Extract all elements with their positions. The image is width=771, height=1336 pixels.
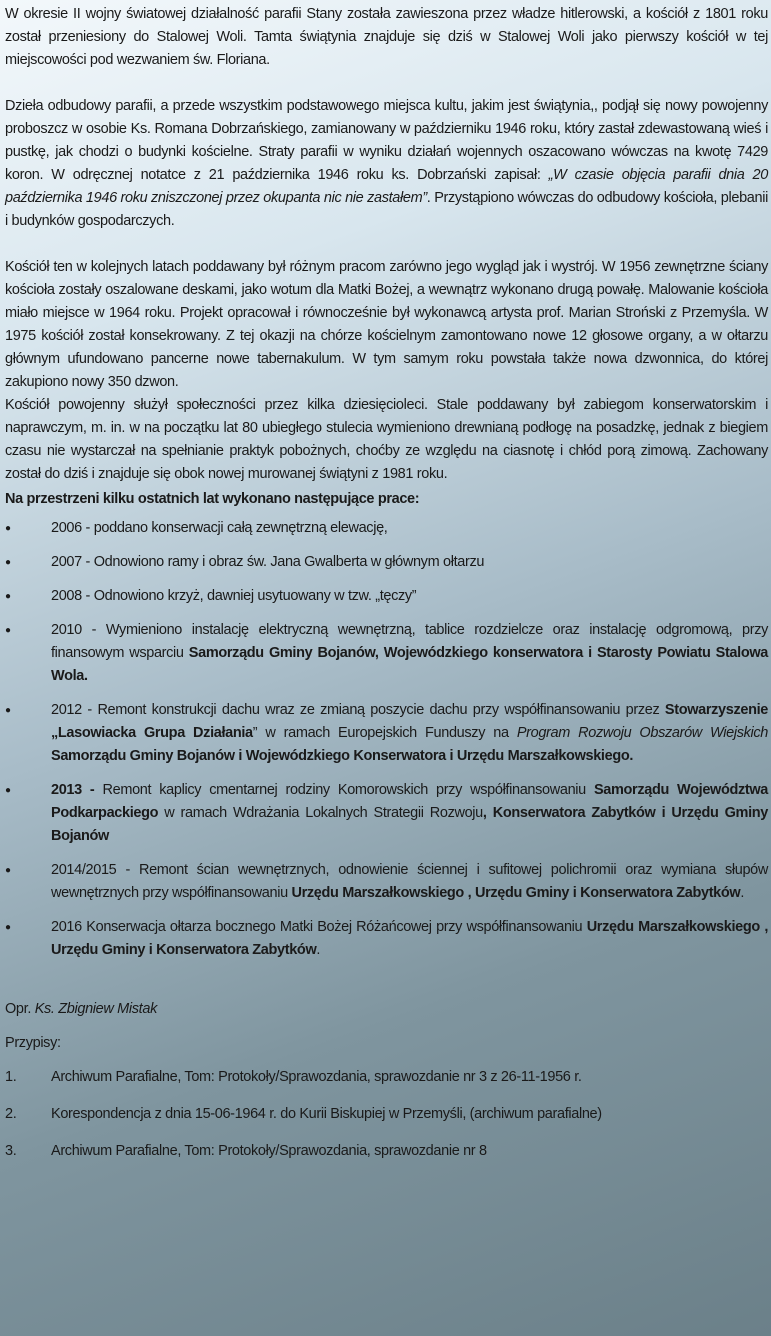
work-text: ” w ramach Europejskich Funduszy na bbox=[252, 725, 517, 741]
paragraph-spacer bbox=[5, 72, 768, 95]
bullet-icon: ● bbox=[5, 705, 11, 716]
author-prefix: Opr. bbox=[5, 1001, 35, 1017]
works-list-item bbox=[5, 517, 768, 540]
footnote-item bbox=[5, 1140, 768, 1163]
author-name: Ks. Zbigniew Mistak bbox=[34, 1001, 157, 1017]
work-funder: Urzędu Marszałkowskiego , Urzędu Gminy i Konserwatora Zabytków bbox=[51, 919, 768, 958]
program-name: Program Rozwoju Obszarów Wiejskich bbox=[516, 725, 769, 741]
footnotes-list bbox=[5, 1066, 768, 1163]
works-list-item bbox=[5, 619, 768, 688]
work-funder: Samorządu Gminy Bojanów, Wojewódzkiego konserwatora i Starosty Powiatu Stalowa Wola. bbox=[51, 645, 768, 684]
works-list-item bbox=[5, 859, 768, 905]
bullet-icon: ● bbox=[5, 922, 11, 933]
bullet-icon: ● bbox=[5, 523, 11, 534]
bullet-icon: ● bbox=[5, 865, 11, 876]
paragraph-war-period: W okresie II wojny światowej działalność parafii Stany została zawieszona przez władze hitlerowski, a kościół z 1801 roku został przeniesiony do Stalowej Woli. Tamta świątynia znajduje się dziś w Stalowej Woli jako pierwszy kościół w tej miejscowości pod wezwaniem św. Floriana. bbox=[5, 6, 768, 68]
work-text: w ramach Wdrażania Lokalnych Strategii Rozwoju bbox=[158, 805, 483, 821]
bullet-icon: ● bbox=[5, 591, 11, 602]
work-text: . bbox=[316, 942, 321, 958]
work-text: 2008 - Odnowiono krzyż, dawniej usytuowany w tzw. „tęczy” bbox=[51, 588, 417, 604]
footnote-number: 3. bbox=[5, 1143, 17, 1159]
work-funder: , Konserwatora Zabytków i Urzędu Gminy Bojanów bbox=[51, 805, 768, 844]
work-funder: Samorządu Gminy Bojanów i Wojewódzkiego Konserwatora i Urzędu Marszałkowskiego. bbox=[51, 748, 634, 764]
work-text: . bbox=[740, 885, 745, 901]
paragraph-postwar-church: Kościół powojenny służył społeczności przez kilka dziesięcioleci. Stale poddawany był zabiegom konserwatorskim i naprawczym, m. in. w na początku lat 80 ubiegłego stulecia wymieniono drewnianą podłogę na posadzkę, jednak z biegiem czasu nie wystarczał na spełnianie praktyk pobożnych, choćby ze względu na ciasnotę i chłód porą zimową. Zachowany został do dziś i znajduje się obok nowej murowanej świątyni z 1981 roku. bbox=[5, 397, 768, 482]
rebuilding-text-end: . Przystąpiono wówczas do odbudowy kościoła, plebanii i budynków gospodarczych. bbox=[5, 190, 768, 229]
handwritten-note-quote: „W czasie objęcia parafii dnia 20 października 1946 roku zniszczonej przez okupanta nic nie zastałem” bbox=[5, 167, 768, 206]
work-funder: Samorządu Województwa Podkarpackiego bbox=[51, 782, 768, 821]
footnote-item bbox=[5, 1103, 768, 1126]
footnote-text: Archiwum Parafialne, Tom: Protokoły/Sprawozdania, sprawozdanie nr 3 z 26-11-1956 r. bbox=[51, 1069, 582, 1085]
work-year: 2013 - bbox=[51, 782, 103, 798]
paragraph-rebuilding bbox=[5, 95, 768, 233]
bullet-icon: ● bbox=[5, 785, 11, 796]
work-text: 2006 - poddano konserwacji całą zewnętrzną elewację, bbox=[51, 520, 388, 536]
footnote-number: 1. bbox=[5, 1069, 17, 1085]
work-text: 2014/2015 - Remont ścian wewnętrznych, odnowienie ściennej i sufitowej polichromii oraz wymiana słupów wewnętrznych przy współfinansowaniu bbox=[51, 862, 768, 901]
footnotes-label: Przypisy: bbox=[5, 1035, 61, 1051]
work-text: Remont kaplicy cmentarnej rodziny Komorowskich przy współfinansowaniu bbox=[102, 782, 594, 798]
works-list-item bbox=[5, 916, 768, 962]
footnote-text: Archiwum Parafialne, Tom: Protokoły/Sprawozdania, sprawozdanie nr 8 bbox=[51, 1143, 487, 1159]
paragraph-later-works: Kościół ten w kolejnych latach poddawany był różnym pracom zarówno jego wygląd jak i wystrój. W 1956 zewnętrzne ściany kościoła zostały oszalowane deskami, jako wotum dla Matki Bożej, a wewnątrz wykonano drugą powałę. Malowanie kościoła miało miejsce w 1964 roku. Projekt opracował i równocześnie był wykonawcą artysta prof. Marian Stroński z Przemyśla. W 1975 kościół został konsekrowany. Z tej okazji na chórze kościelnym zamontowano nowe 12 głosowe organy, a w ołtarzu głównym ufundowano pancerne nowe tabernakulum. W tym samym roku powstała także nowa dzwonnica, do której zakupiono nowy 350 dzwon. bbox=[5, 259, 768, 390]
works-list-item bbox=[5, 551, 768, 574]
work-funder: Stowarzyszenie „Lasowiacka Grupa Działania bbox=[51, 702, 768, 741]
works-list-item bbox=[5, 585, 768, 608]
works-list-item bbox=[5, 699, 768, 768]
rebuilding-text-start: Dzieła odbudowy parafii, a przede wszystkim podstawowego miejsca kultu, jakim jest świątynia,, podjął się nowy powojenny proboszcz w osobie Ks. Romana Dobrzańskiego, zamianowany w październiku 1946 roku, który zastał zdewastowaną wieś i pustkę, jak chodzi o budynki kościelne. Straty parafii w wyniku działań wojennych oszacowano wówczas na kwotę 7429 koron. W odręcznej notatce z 21 października 1946 roku ks. Dobrzański zapisał: bbox=[5, 98, 768, 183]
footnote-text: Korespondencja z dnia 15-06-1964 r. do Kurii Biskupiej w Przemyśli, (archiwum parafialne) bbox=[51, 1106, 602, 1122]
works-list-item bbox=[5, 779, 768, 848]
work-text: 2012 - Remont konstrukcji dachu wraz ze zmianą poszycie dachu przy współfinansowaniu przez bbox=[51, 702, 665, 718]
author-credit bbox=[5, 998, 768, 1021]
work-text: 2007 - Odnowiono ramy i obraz św. Jana Gwalberta w głównym ołtarzu bbox=[51, 554, 485, 570]
work-text: 2010 - Wymieniono instalację elektryczną wewnętrzną, tablice rozdzielcze oraz instalację odgromową, przy finansowym wsparciu bbox=[51, 622, 768, 661]
bullet-icon: ● bbox=[5, 625, 11, 636]
paragraph-spacer bbox=[5, 233, 768, 256]
footnote-number: 2. bbox=[5, 1106, 17, 1122]
bullet-icon: ● bbox=[5, 557, 11, 568]
footnote-item bbox=[5, 1066, 768, 1089]
work-funder: Urzędu Marszałkowskiego , Urzędu Gminy i Konserwatora Zabytków bbox=[291, 885, 741, 901]
works-list bbox=[5, 517, 768, 962]
work-text: 2016 Konserwacja ołtarza bocznego Matki Bożej Różańcowej przy współfinansowaniu bbox=[51, 919, 587, 935]
works-heading: Na przestrzeni kilku ostatnich lat wykonano następujące prace: bbox=[5, 491, 420, 507]
